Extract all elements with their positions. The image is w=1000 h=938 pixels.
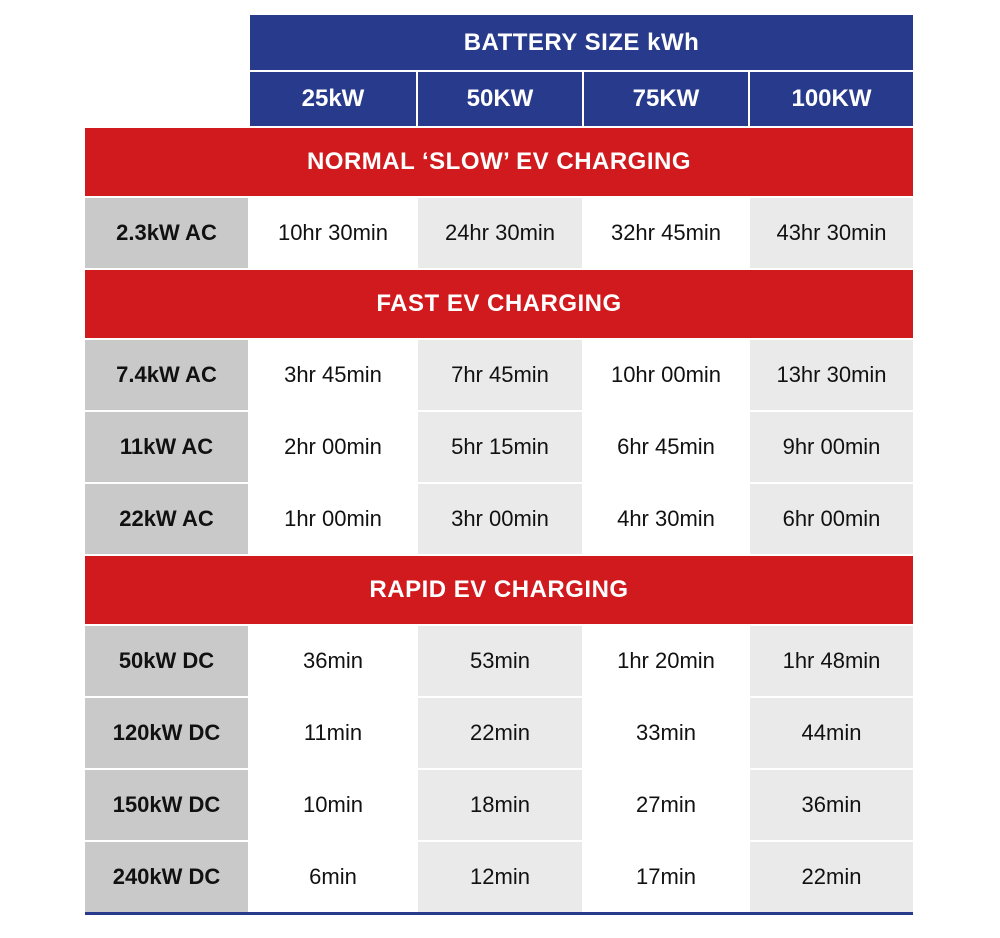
charging-time-cell: 11min bbox=[250, 698, 416, 768]
column-header: 25kW bbox=[250, 72, 416, 126]
charging-time-cell: 10min bbox=[250, 770, 416, 840]
column-header: 50KW bbox=[418, 72, 582, 126]
column-header: 75KW bbox=[584, 72, 748, 126]
charging-time-cell: 32hr 45min bbox=[584, 198, 748, 268]
charging-time-cell: 53min bbox=[418, 626, 582, 696]
charging-time-cell: 13hr 30min bbox=[750, 340, 913, 410]
charging-time-cell: 10hr 00min bbox=[584, 340, 748, 410]
charging-time-cell: 33min bbox=[584, 698, 748, 768]
row-label: 22kW AC bbox=[85, 484, 248, 554]
charging-time-cell: 7hr 45min bbox=[418, 340, 582, 410]
charging-time-cell: 22min bbox=[418, 698, 582, 768]
section-header: NORMAL ‘SLOW’ EV CHARGING bbox=[85, 128, 913, 196]
charging-time-cell: 44min bbox=[750, 698, 913, 768]
section-header: RAPID EV CHARGING bbox=[85, 556, 913, 624]
charging-time-cell: 17min bbox=[584, 842, 748, 912]
row-label: 7.4kW AC bbox=[85, 340, 248, 410]
section-header: FAST EV CHARGING bbox=[85, 270, 913, 338]
charging-time-cell: 3hr 45min bbox=[250, 340, 416, 410]
charging-time-cell: 36min bbox=[750, 770, 913, 840]
row-label: 150kW DC bbox=[85, 770, 248, 840]
battery-size-header: BATTERY SIZE kWh bbox=[250, 15, 913, 70]
charging-time-cell: 27min bbox=[584, 770, 748, 840]
row-label: 50kW DC bbox=[85, 626, 248, 696]
row-label: 11kW AC bbox=[85, 412, 248, 482]
charging-time-cell: 43hr 30min bbox=[750, 198, 913, 268]
charging-time-cell: 12min bbox=[418, 842, 582, 912]
charging-time-cell: 10hr 30min bbox=[250, 198, 416, 268]
charging-time-cell: 36min bbox=[250, 626, 416, 696]
charging-time-cell: 24hr 30min bbox=[418, 198, 582, 268]
row-label: 2.3kW AC bbox=[85, 198, 248, 268]
charging-time-cell: 1hr 48min bbox=[750, 626, 913, 696]
charging-time-cell: 22min bbox=[750, 842, 913, 912]
charging-time-cell: 6hr 45min bbox=[584, 412, 748, 482]
table-bottom-rule bbox=[85, 912, 913, 915]
charging-time-cell: 9hr 00min bbox=[750, 412, 913, 482]
column-header: 100KW bbox=[750, 72, 913, 126]
charging-time-cell: 5hr 15min bbox=[418, 412, 582, 482]
charging-time-cell: 6min bbox=[250, 842, 416, 912]
charging-time-cell: 3hr 00min bbox=[418, 484, 582, 554]
charging-time-cell: 4hr 30min bbox=[584, 484, 748, 554]
charging-time-cell: 2hr 00min bbox=[250, 412, 416, 482]
charging-time-cell: 1hr 20min bbox=[584, 626, 748, 696]
charging-time-cell: 1hr 00min bbox=[250, 484, 416, 554]
charging-time-cell: 6hr 00min bbox=[750, 484, 913, 554]
row-label: 120kW DC bbox=[85, 698, 248, 768]
row-label: 240kW DC bbox=[85, 842, 248, 912]
charging-time-cell: 18min bbox=[418, 770, 582, 840]
